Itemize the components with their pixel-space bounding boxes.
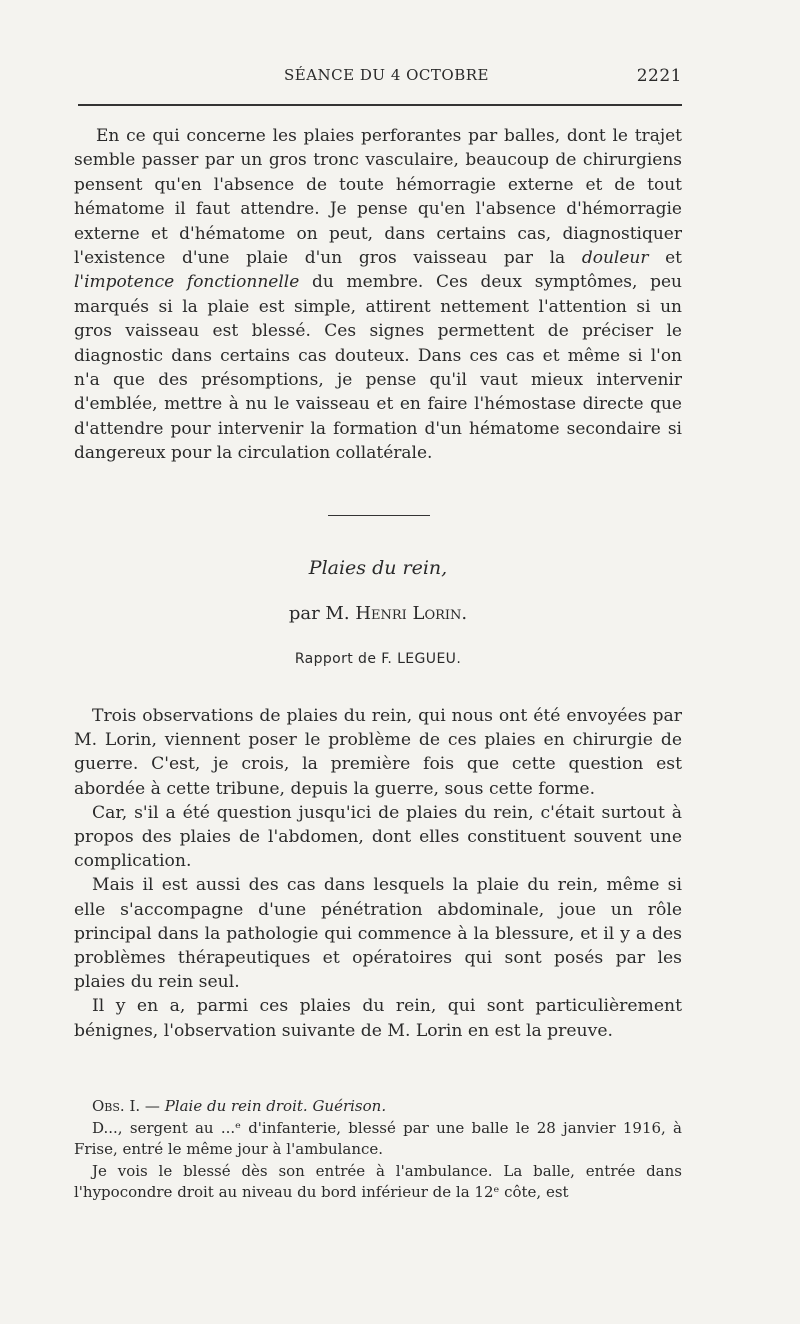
observation-label: Obs. I. xyxy=(92,1097,141,1115)
conjunction: et xyxy=(648,248,682,269)
running-head xyxy=(74,66,682,92)
observation-line: D..., sergent au ...ᵉ d'infanterie, blessé par une balle le 28 janvier 1916, à Frise, entré le même jour à l'ambulance. xyxy=(74,1118,682,1158)
previous-article-paragraph xyxy=(74,124,682,466)
article-paragraph: Car, s'il a été question jusqu'ici de plaies du rein, c'était surtout à propos des plaies de l'abdomen, dont elles constituent souvent une complication. xyxy=(74,802,682,872)
observation-heading xyxy=(74,1096,682,1118)
observation-line: Je vois le blessé dès son entrée à l'ambulance. La balle, entrée dans l'hypocondre droit au niveau du bord inférieur de la 12ᵉ côte, est xyxy=(74,1161,682,1201)
paragraph-text: En ce qui concerne les plaies perforantes par balles, dont le trajet semble passer par un gros tronc vasculaire, beaucoup de chirurgiens pensent qu'en l'absence de toute hémorragie externe et de tout hématome il faut attendre. Je pense qu'en l'absence d'hémorragie externe et d'hématome on peut, dans certains cas, diagnostiquer l'existence d'une plaie d'un gros vaisseau par la xyxy=(74,126,682,269)
observation-dash: — xyxy=(140,1097,165,1115)
italic-term-impotence: l'impotence fonctionnelle xyxy=(74,272,300,293)
article-title: Plaies du rein, xyxy=(308,557,448,579)
article-body xyxy=(74,704,682,1043)
author-prefix: par M. xyxy=(288,603,356,624)
article-author xyxy=(74,603,682,624)
header-rule xyxy=(78,104,682,106)
page-number: 2221 xyxy=(636,66,682,86)
observation-title: Plaie du rein droit. Guérison. xyxy=(164,1097,387,1115)
observation xyxy=(74,1096,682,1204)
running-head-title: SÉANCE DU 4 OCTOBRE xyxy=(284,66,489,84)
article-paragraph: Il y en a, parmi ces plaies du rein, qui sont particulièrement bénignes, l'observation suivante de M. Lorin en est la preuve. xyxy=(74,996,682,1041)
italic-term-douleur: douleur xyxy=(581,248,649,269)
paragraph-text-continued: du membre. Ces deux symptômes, peu marqués si la plaie est simple, attirent nettement l'attention si un gros vaisseau est blessé. Ces signes permettent de préciser le diagnostic dans certains cas douteux. Dans ces cas et même si l'on n'a que des présomptions, je pense qu'il vaut mieux intervenir d'emblée, mettre à nu le vaisseau et en faire l'hémostase directe que d'attendre pour intervenir la formation d'un hématome secondaire si dangereux pour la circulation collatérale. xyxy=(74,272,682,464)
article-paragraph: Mais il est aussi des cas dans lesquels la plaie du rein, même si elle s'accompagne d'une pénétration abdominale, joue un rôle principal dans la pathologie qui commence à la blessure, et il y a des problèmes thérapeutiques et opératoires qui sont posés par les plaies du rein seul. xyxy=(74,875,682,993)
report-line: Rapport de F. LEGUEU. xyxy=(294,651,462,667)
article-paragraph: Trois observations de plaies du rein, qui nous ont été envoyées par M. Lorin, viennent poser le problème de ces plaies en chirurgie de guerre. C'est, je crois, la première fois que cette question est abordée à cette tribune, depuis la guerre, sous cette forme. xyxy=(74,706,682,799)
section-divider xyxy=(328,515,430,516)
author-name: Henri Lorin. xyxy=(355,603,468,624)
